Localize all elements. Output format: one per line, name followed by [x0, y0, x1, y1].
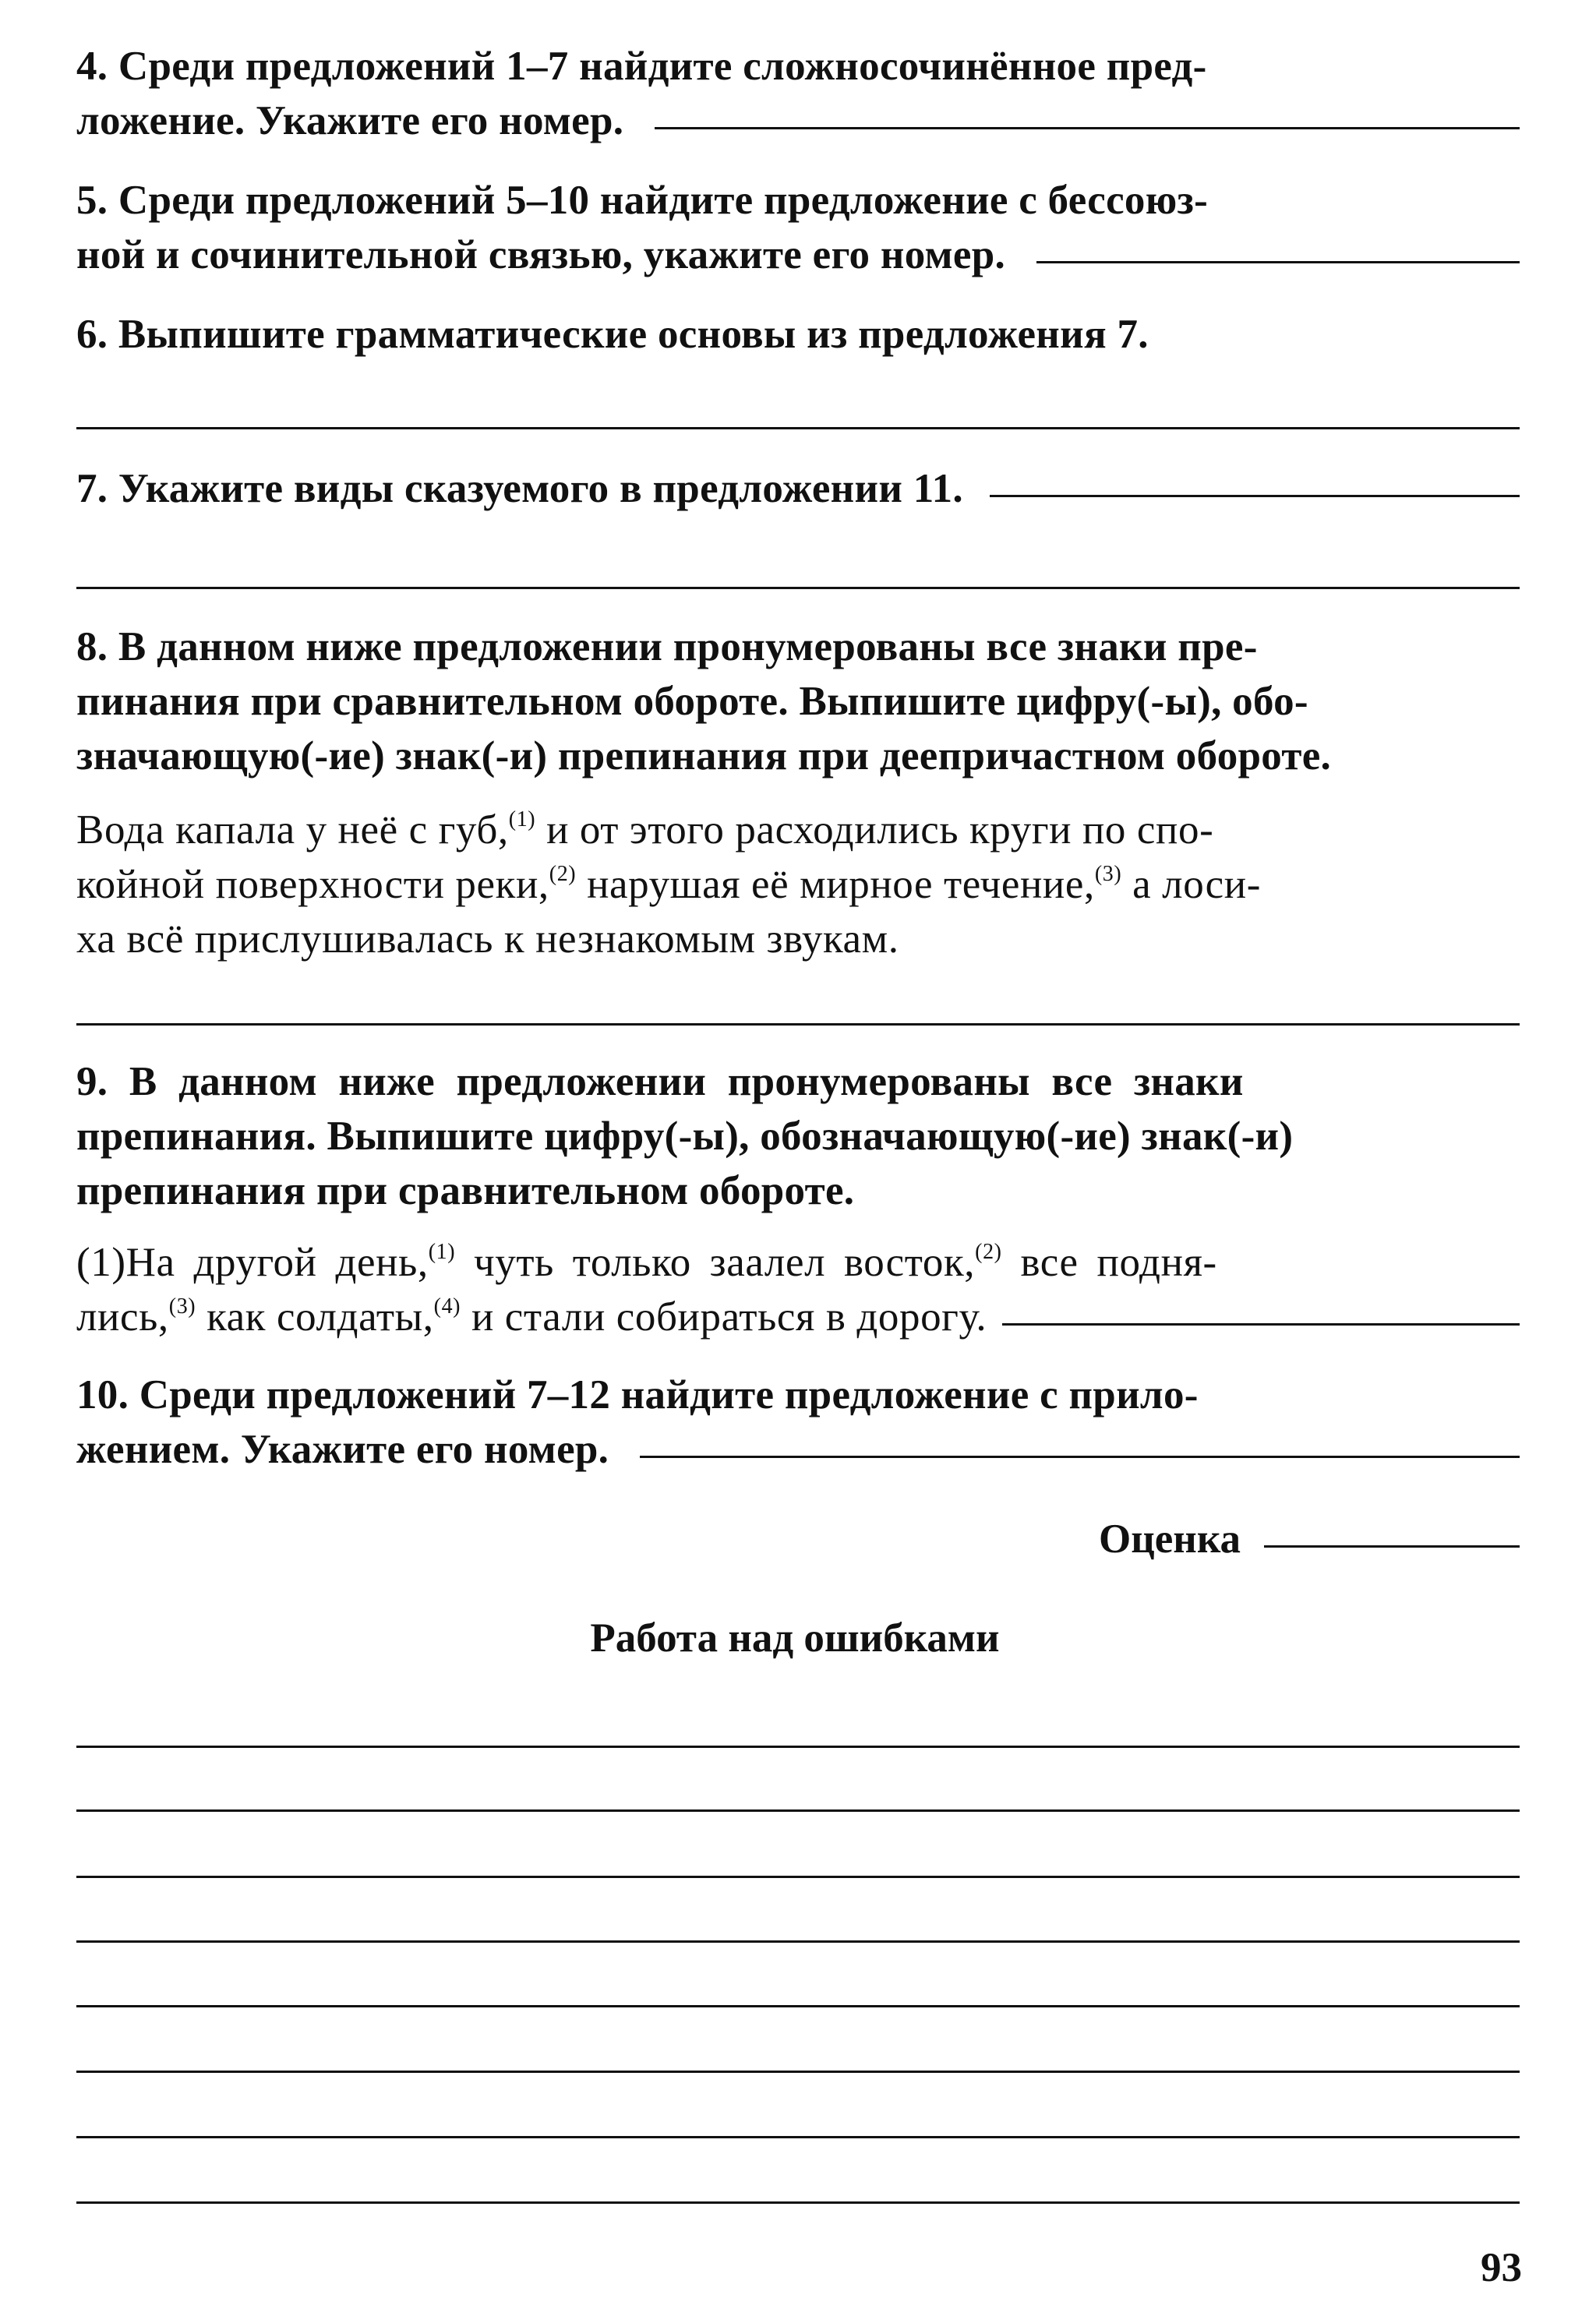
- writing-line[interactable]: [76, 1746, 1520, 1748]
- writing-line[interactable]: [76, 1940, 1520, 1943]
- task-6: [76, 307, 1520, 362]
- task-8-answer-field[interactable]: [76, 1023, 1520, 1026]
- task-5-line-2: ной и сочинительной связью, укажите его номер.: [76, 232, 1006, 277]
- task-5: [76, 173, 1520, 282]
- task-8-sentence: [76, 803, 1520, 966]
- task-7: [76, 461, 1520, 516]
- task-9-line-3: препинания при сравнительном обороте.: [76, 1168, 855, 1213]
- grade-label: Оценка: [1099, 1516, 1241, 1562]
- writing-line[interactable]: [76, 2071, 1520, 2073]
- task-9-answer-field[interactable]: [1002, 1323, 1520, 1326]
- task-9-sentence-line-2: лись,$^{(3)}$ как солдаты,$^{(4)}$ и стали собираться в дорогу.: [76, 1290, 1520, 1344]
- task-9-sentence: [76, 1235, 1520, 1344]
- task-4: [76, 39, 1520, 148]
- task-5-line-1: 5. Среди предложений 5–10 найдите предложение с бессоюз-: [76, 178, 1209, 223]
- task-8-line-2: пинания при сравнительном обороте. Выпишите цифру(-ы), обо-: [76, 679, 1308, 724]
- task-8-sentence-line-2: койной поверхности реки,$^{(2)}$ нарушая её мирное течение,$^{(3)}$ а лоси-: [76, 862, 1261, 907]
- grade-field[interactable]: [1264, 1545, 1520, 1548]
- task-8-line-3: значающую(-ие) знак(-и) препинания при деепричастном обороте.: [76, 733, 1332, 778]
- page-number: 93: [1481, 2245, 1522, 2290]
- task-5-answer-field[interactable]: [1036, 261, 1520, 263]
- task-8-line-1: 8. В данном ниже предложении пронумерованы все знаки пре-: [76, 624, 1258, 669]
- task-4-answer-field[interactable]: [655, 127, 1520, 129]
- task-6-text: 6. Выпишите грамматические основы из предложения 7.: [76, 312, 1149, 357]
- task-7-answer-field-1[interactable]: [990, 495, 1520, 497]
- punctuation-mark-1: (1): [508, 807, 536, 831]
- task-8-sentence-line-1: Вода капала у неё с губ,$^{(1)}$ и от этого расходились круги по спо-: [76, 807, 1214, 853]
- task-7-answer-field-2[interactable]: [76, 587, 1520, 589]
- task-9-sentence-line-1: (1)На другой день,$^{(1)}$ чуть только заалел восток,$^{(2)}$ все подня-: [76, 1240, 1217, 1285]
- errors-heading: Работа над ошибками: [590, 1615, 1000, 1661]
- writing-line[interactable]: [76, 2201, 1520, 2204]
- writing-line[interactable]: [76, 1876, 1520, 1878]
- writing-line[interactable]: [76, 2136, 1520, 2138]
- task-10-line-2: жением. Укажите его номер.: [76, 1427, 609, 1472]
- task-4-line-2: ложение. Укажите его номер.: [76, 98, 624, 143]
- task-10-line-1: 10. Среди предложений 7–12 найдите предложение с прило-: [76, 1372, 1199, 1417]
- task-4-line-1: 4. Среди предложений 1–7 найдите сложносочинённое пред-: [76, 44, 1207, 89]
- grade-row: [1099, 1516, 1520, 1562]
- task-10-answer-field[interactable]: [640, 1456, 1520, 1458]
- writing-line[interactable]: [76, 2005, 1520, 2007]
- task-10: [76, 1368, 1520, 1477]
- task-9-line-2: препинания. Выпишите цифру(-ы), обозначающую(-ие) знак(-и): [76, 1114, 1294, 1159]
- task-8: [76, 620, 1520, 783]
- task-9-line-1: 9. В данном ниже предложении пронумерованы все знаки: [76, 1059, 1244, 1104]
- task-9: [76, 1054, 1520, 1218]
- punctuation-mark-3: (3): [168, 1294, 196, 1319]
- punctuation-mark-4: (4): [433, 1294, 461, 1319]
- punctuation-mark-1: (1): [428, 1240, 456, 1264]
- task-7-text: 7. Укажите виды сказуемого в предложении 11.: [76, 466, 963, 511]
- writing-line[interactable]: [76, 1809, 1520, 1812]
- task-6-answer-field[interactable]: [76, 427, 1520, 429]
- punctuation-mark-2: (2): [975, 1240, 1002, 1264]
- task-8-sentence-line-3: ха всё прислушивалась к незнакомым звукам.: [76, 916, 899, 962]
- punctuation-mark-2: (2): [549, 862, 577, 886]
- punctuation-mark-3: (3): [1094, 862, 1122, 886]
